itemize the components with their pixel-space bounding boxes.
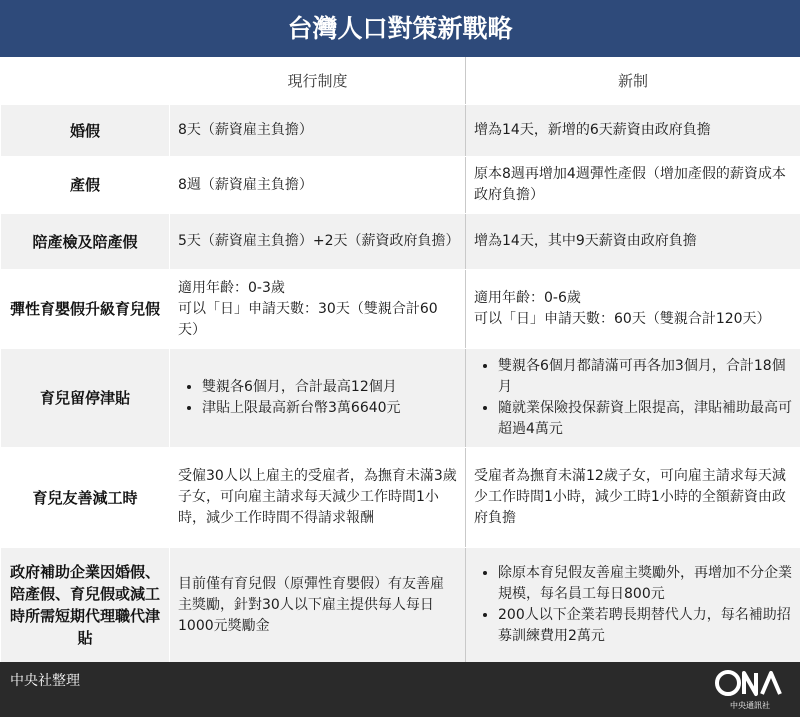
cell-new: 適用年齡：0-6歲 可以「日」申請天數：60天（雙親合計120天） — [466, 270, 800, 349]
table-row — [1, 349, 800, 448]
header-current: 現行制度 — [170, 58, 466, 105]
cell-current: 適用年齡：0-3歲 可以「日」申請天數：30天（雙親合計60天） — [170, 270, 466, 349]
policy-table — [0, 57, 800, 663]
page-title: 台灣人口對策新戰略 — [0, 0, 800, 57]
footer — [0, 662, 800, 717]
row-label-childcare-leave: 彈性育嬰假升級育兒假 — [1, 270, 170, 349]
list-item: • 雙親各6個月都請滿可再各加3個月，合計18個月 — [498, 356, 792, 398]
header-blank — [1, 58, 170, 105]
cell-new: 增為14天，其中9天薪資由政府負擔 — [466, 214, 800, 270]
table-header-row — [1, 58, 800, 105]
cell-new — [466, 349, 800, 448]
cell-new: 原本8週再增加4週彈性產假（增加產假的薪資成本政府負擔） — [466, 157, 800, 214]
table-row — [1, 448, 800, 548]
row-label-paternity-leave: 陪產檢及陪產假 — [1, 214, 170, 270]
cell-current: 8天（薪資雇主負擔） — [170, 105, 466, 157]
logo-caption: 中央通訊社 — [730, 701, 770, 710]
cell-new: 增為14天，新增的6天薪資由政府負擔 — [466, 105, 800, 157]
table-row — [1, 270, 800, 349]
row-label-substitute-subsidy: 政府補助企業因婚假、陪產假、育兒假或減工時所需短期代理職代津貼 — [1, 548, 170, 663]
cell-current: 8週（薪資雇主負擔） — [170, 157, 466, 214]
list-item: • 除原本育兒假友善雇主獎勵外，再增加不分企業規模，每名員工每日800元 — [498, 563, 792, 605]
table-row — [1, 105, 800, 157]
source-credit: 中央社整理 — [10, 673, 80, 689]
row-label-maternity-leave: 產假 — [1, 157, 170, 214]
table-row — [1, 214, 800, 270]
cell-new — [466, 548, 800, 663]
cell-new: 受雇者為撫育未滿12歲子女，可向雇主請求每天減少工作時間1小時，減少工時1小時的全額薪資由政府負擔 — [466, 448, 800, 548]
list-item: • 隨就業保險投保薪資上限提高，津貼補助最高可超過4萬元 — [498, 398, 792, 440]
cell-current: 受僱30人以上雇主的受雇者，為撫育未滿3歲子女，可向雇主請求每天減少工作時間1小時，減少工作時間不得請求報酬 — [170, 448, 466, 548]
cell-current — [170, 349, 466, 448]
row-label-childcare-allowance: 育兒留停津貼 — [1, 349, 170, 448]
cell-current: 5天（薪資雇主負擔）+2天（薪資政府負擔） — [170, 214, 466, 270]
row-label-marriage-leave: 婚假 — [1, 105, 170, 157]
table-row — [1, 157, 800, 214]
table-row — [1, 548, 800, 663]
cna-logo-icon — [714, 668, 786, 700]
list-item: • 200人以下企業若聘長期替代人力，每名補助招募訓練費用2萬元 — [498, 605, 792, 647]
header-new: 新制 — [466, 58, 800, 105]
list-item: • 津貼上限最高新台幣3萬6640元 — [202, 398, 457, 419]
cna-logo — [714, 668, 786, 712]
row-label-reduced-hours: 育兒友善減工時 — [1, 448, 170, 548]
list-item: • 雙親各6個月，合計最高12個月 — [202, 377, 457, 398]
cell-current: 目前僅有育兒假（原彈性育嬰假）有友善雇主獎勵，針對30人以下雇主提供每人每日1000元獎勵金 — [170, 548, 466, 663]
